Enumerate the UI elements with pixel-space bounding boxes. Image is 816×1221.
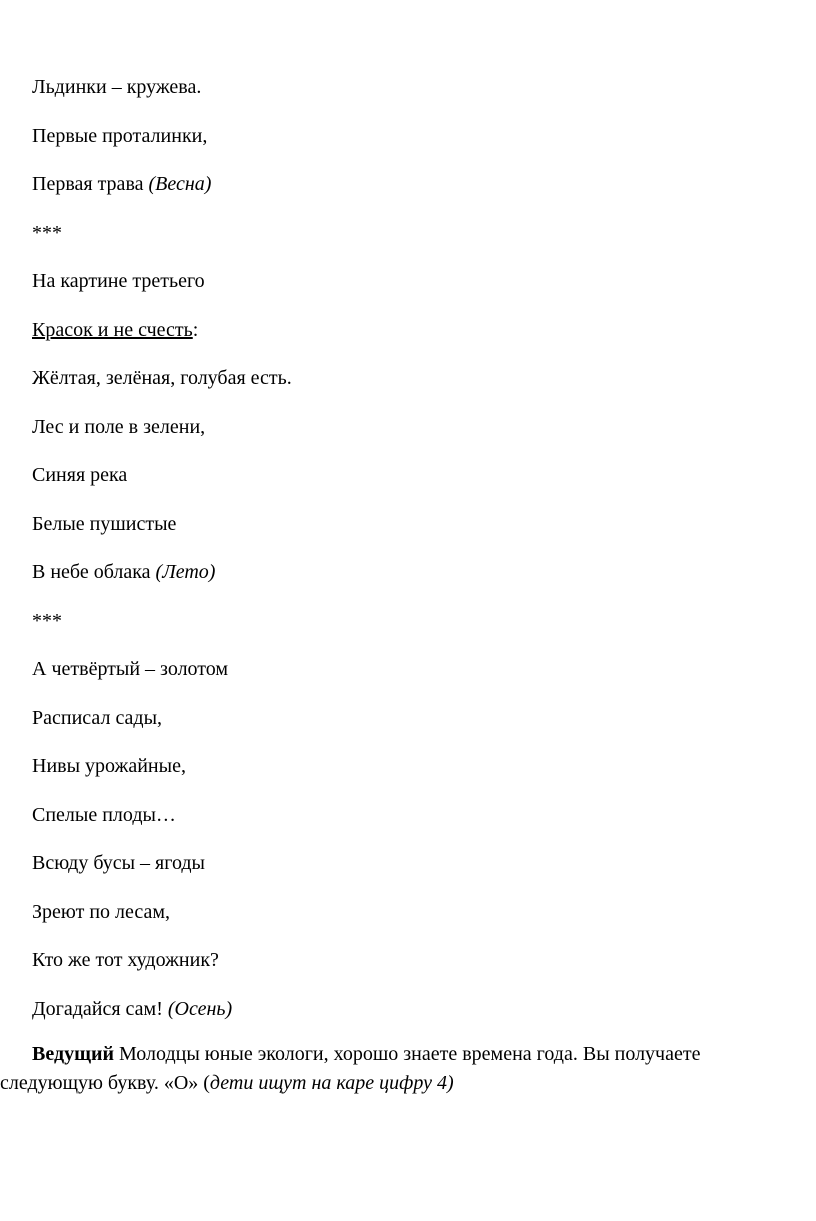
verse-line-text: В небе облака <box>32 561 156 583</box>
separator-text: *** <box>32 221 62 244</box>
speaker-label: Ведущий <box>32 1043 115 1065</box>
host-note: дети ищут на каре цифру 4) <box>209 1072 454 1094</box>
verse-line-text: Всюду бусы – ягоды <box>32 852 205 874</box>
verse-line-text: Лес и поле в зелени, <box>32 415 206 438</box>
answer-note: (Лето) <box>155 561 216 583</box>
host-paragraph <box>0 1040 760 1098</box>
verse-line-text: Белые пушистые <box>32 512 177 535</box>
verse-line-text: Догадайся сам! <box>32 997 168 1020</box>
verse-line-text: Кто же тот художник? <box>32 949 219 971</box>
verse-line-text: Зреют по лесам, <box>32 900 171 923</box>
verse-separator <box>32 216 292 265</box>
host-text: Молодцы юные экологи, хорошо знаете времена года. Вы получаете следующую букву. «О» ( <box>0 1043 701 1094</box>
verse-line <box>32 458 292 507</box>
verse-line <box>32 943 292 992</box>
verse-line-text: Льдинки – кружева. <box>32 76 202 98</box>
answer-note: (Весна) <box>148 173 212 195</box>
verse-line <box>32 701 292 750</box>
verse-line-text: А четвёртый – золотом <box>32 658 229 680</box>
verse-line-text: Синяя река <box>32 464 128 486</box>
poem-verse <box>32 70 292 1040</box>
verse-line <box>32 410 292 459</box>
verse-line <box>32 361 292 410</box>
verse-line <box>32 70 292 119</box>
verse-line <box>32 895 292 944</box>
verse-separator <box>32 604 292 653</box>
verse-line <box>32 846 292 895</box>
verse-line <box>32 555 292 604</box>
verse-line-text: Спелые плоды… <box>32 803 176 826</box>
separator-text: *** <box>32 609 62 632</box>
verse-line-text: Нивы урожайные, <box>32 755 186 777</box>
verse-line-text: Жёлтая, зелёная, голубая есть. <box>32 367 292 389</box>
verse-line <box>32 652 292 701</box>
verse-line <box>32 992 292 1041</box>
answer-note: (Осень) <box>167 997 233 1020</box>
verse-line-text: Первые проталинки, <box>32 124 208 147</box>
verse-line-text: Первая трава <box>32 173 149 195</box>
verse-line <box>32 507 292 556</box>
verse-line <box>32 749 292 798</box>
verse-line-text: Расписал сады, <box>32 706 163 729</box>
verse-line-text: На картине третьего <box>32 270 205 292</box>
verse-line-text: : <box>192 318 199 341</box>
verse-line <box>32 313 292 362</box>
underlined-text: Красок и не счесть <box>32 318 193 341</box>
verse-line <box>32 798 292 847</box>
verse-line <box>32 119 292 168</box>
verse-line <box>32 167 292 216</box>
verse-line <box>32 264 292 313</box>
